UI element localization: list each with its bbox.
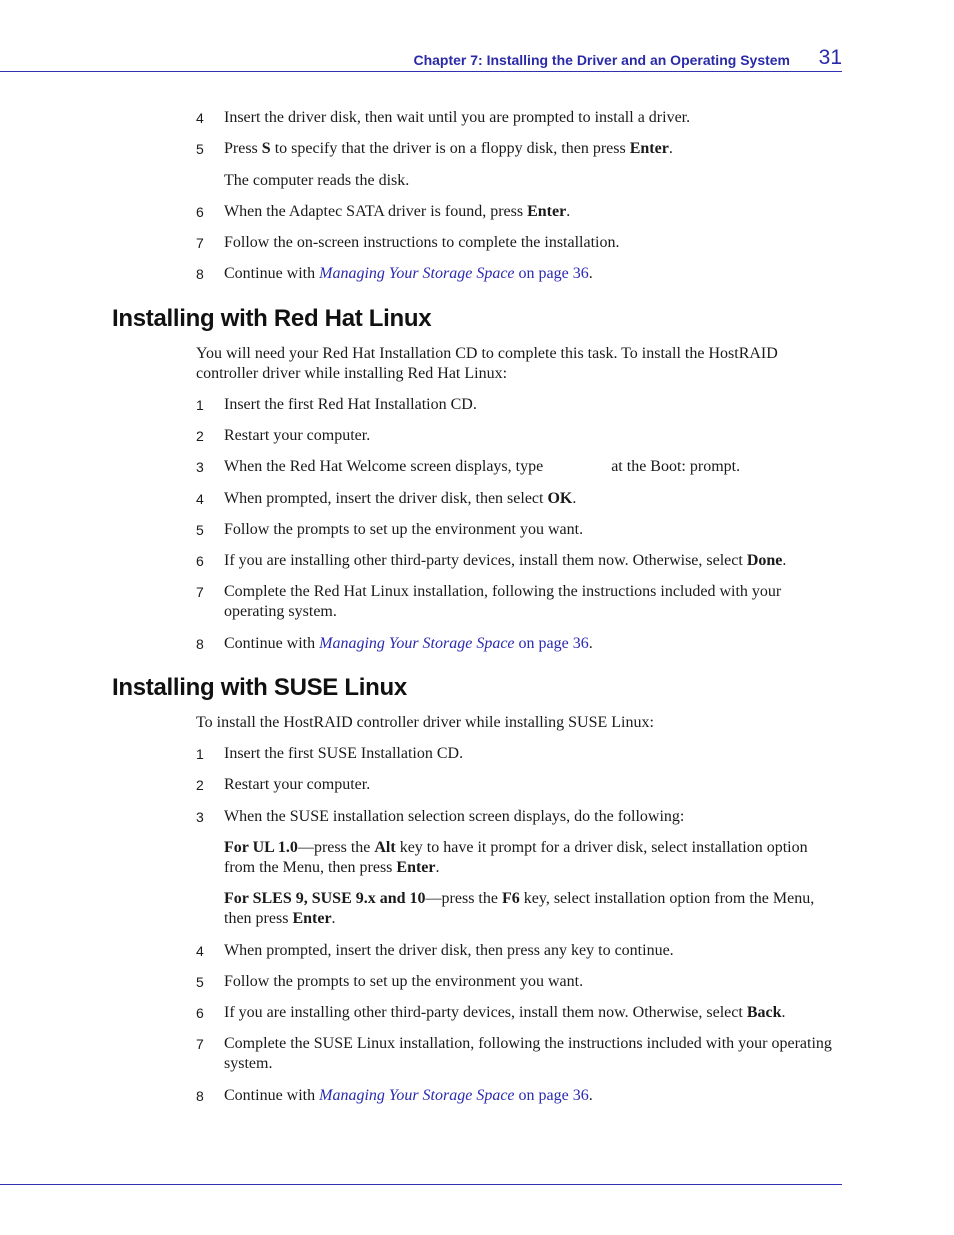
step-note: The computer reads the disk. xyxy=(224,172,410,189)
footer-rule xyxy=(0,1184,842,1185)
managing-storage-link[interactable]: Managing Your Storage Space on page 36 xyxy=(319,1087,589,1104)
chapter-title: Chapter 7: Installing the Driver and an Operating System xyxy=(413,52,790,68)
section-intro: To install the HostRAID controller driver while installing SUSE Linux: xyxy=(196,714,654,731)
managing-storage-link[interactable]: Managing Your Storage Space on page 36 xyxy=(319,635,589,652)
section-intro: You will need your Red Hat Installation CD to complete this task. To install the HostRAID controller driver while installing Red Hat Linux: xyxy=(196,345,778,382)
page-number: 31 xyxy=(818,46,842,69)
managing-storage-link[interactable]: Managing Your Storage Space on page 36 xyxy=(319,265,589,282)
page-header xyxy=(0,44,842,72)
section-heading-suse: Installing with SUSE Linux xyxy=(112,674,407,701)
section-heading-redhat: Installing with Red Hat Linux xyxy=(112,305,432,332)
sub-instruction: For SLES 9, SUSE 9.x and 10—press the F6 key, select installation option from the Menu, then press Enter. xyxy=(224,890,815,927)
sub-instruction: For UL 1.0—press the Alt key to have it prompt for a driver disk, select installation option from the Menu, then press Enter. xyxy=(224,839,808,876)
